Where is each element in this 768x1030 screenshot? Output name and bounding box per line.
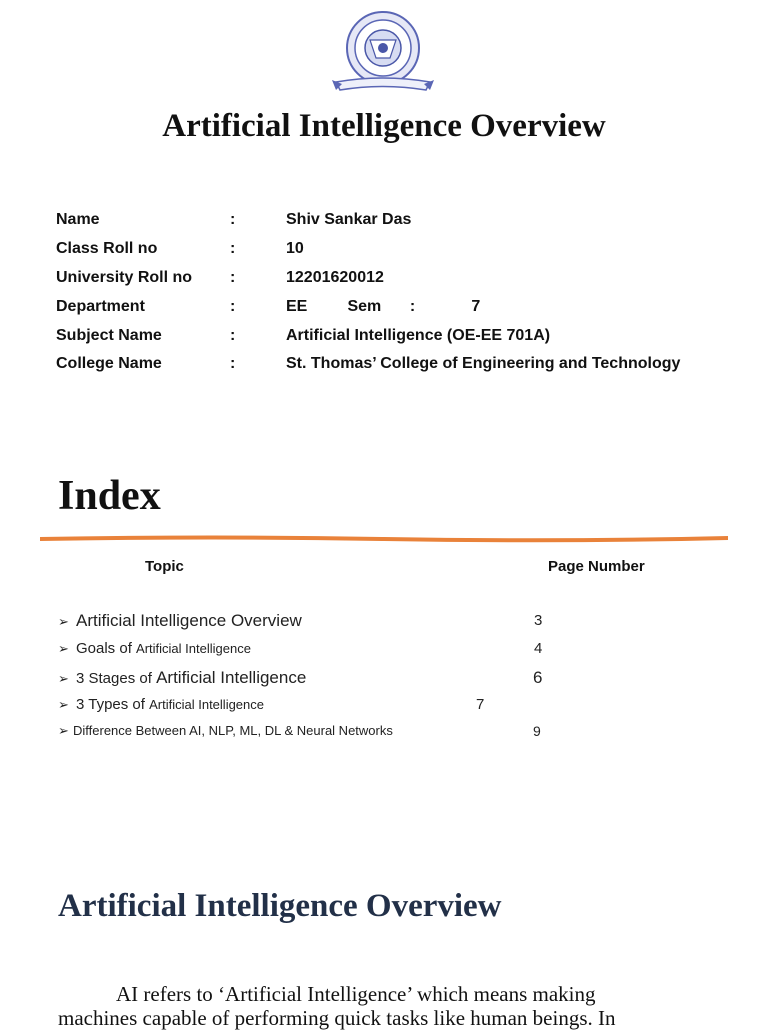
info-value: 12201620012 xyxy=(286,268,384,286)
info-row-subject xyxy=(56,321,756,350)
index-prefix: 3 Stages of xyxy=(76,670,152,687)
sem-value: 7 xyxy=(471,297,481,315)
info-row-class-roll xyxy=(56,235,756,264)
index-topic: Difference Between AI, NLP, ML, DL & Neural Networks xyxy=(73,723,393,738)
index-prefix: 3 Types of xyxy=(76,696,145,713)
sem-colon: : xyxy=(409,297,416,315)
section-heading: Artificial Intelligence Overview xyxy=(58,888,502,924)
info-row-college xyxy=(56,350,756,379)
info-label: Class Roll no xyxy=(56,240,158,258)
department-value: EE xyxy=(286,297,308,315)
info-label: College Name xyxy=(56,355,162,373)
body-line: machines capable of performing quick tasks like human beings. In xyxy=(58,1006,616,1030)
index-page-number: 7 xyxy=(476,696,485,713)
index-divider xyxy=(40,533,728,545)
college-emblem-icon xyxy=(330,10,436,94)
index-item xyxy=(58,696,264,713)
info-label: Name xyxy=(56,211,100,229)
arrow-bullet-icon: ➢ xyxy=(58,614,69,629)
arrow-bullet-icon: ➢ xyxy=(58,671,69,686)
info-value: St. Thomas’ College of Engineering and Technology xyxy=(286,355,681,373)
column-header-topic: Topic xyxy=(145,558,184,575)
index-topic: Artificial Intelligence Overview xyxy=(76,611,302,630)
info-colon: : xyxy=(230,355,236,373)
info-colon: : xyxy=(230,240,236,258)
index-heading: Index xyxy=(58,473,161,519)
student-info-table xyxy=(56,206,756,379)
info-value: Artificial Intelligence (OE-EE 701A) xyxy=(286,326,551,344)
info-value xyxy=(286,298,756,316)
info-value: Shiv Sankar Das xyxy=(286,211,412,229)
column-header-page-number: Page Number xyxy=(548,558,645,575)
info-label: University Roll no xyxy=(56,268,193,286)
index-topic: Artificial Intelligence xyxy=(149,697,264,712)
info-colon: : xyxy=(230,211,236,229)
info-row-name xyxy=(56,206,756,235)
info-colon: : xyxy=(230,268,236,286)
info-row-department xyxy=(56,292,756,321)
index-item xyxy=(58,640,251,657)
info-colon: : xyxy=(230,297,236,315)
index-page-number: 9 xyxy=(533,723,541,739)
index-item xyxy=(58,611,302,631)
document-title: Artificial Intelligence Overview xyxy=(162,108,606,144)
info-label: Subject Name xyxy=(56,326,162,344)
info-label: Department xyxy=(56,297,145,315)
index-item xyxy=(58,723,393,739)
info-value: 10 xyxy=(286,240,304,258)
index-topic: Artificial Intelligence xyxy=(156,668,307,687)
index-item xyxy=(58,668,306,688)
index-page-number: 6 xyxy=(533,668,543,687)
index-prefix: Goals of xyxy=(76,640,132,657)
arrow-bullet-icon: ➢ xyxy=(58,641,69,656)
section-body xyxy=(58,982,678,1030)
arrow-bullet-icon: ➢ xyxy=(58,723,69,738)
sem-label: Sem xyxy=(347,297,382,315)
index-page-number: 3 xyxy=(534,612,543,629)
index-page-number: 4 xyxy=(534,640,543,657)
info-colon: : xyxy=(230,326,236,344)
info-row-university-roll xyxy=(56,264,756,293)
body-line: AI refers to ‘Artificial Intelligence’ which means making xyxy=(116,982,596,1006)
index-topic: Artificial Intelligence xyxy=(136,641,251,656)
arrow-bullet-icon: ➢ xyxy=(58,697,69,712)
